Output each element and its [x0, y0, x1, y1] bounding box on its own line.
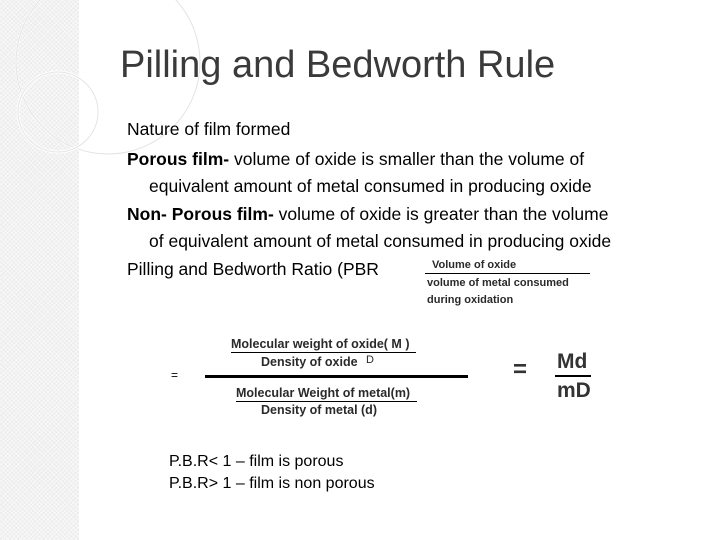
- porous-line1: volume of oxide is smaller than the volume of: [229, 149, 585, 169]
- ratio-denominator-line1: volume of metal consumed: [427, 277, 569, 289]
- non-porous-line1: volume of oxide is greater than the volume: [273, 204, 609, 224]
- intro-text: Nature of film formed: [127, 119, 291, 139]
- result-fraction-bar: [555, 375, 591, 377]
- ratio-fraction-bar: [425, 273, 590, 274]
- result-denominator: mD: [557, 379, 591, 402]
- right-equals: =: [513, 356, 528, 383]
- oxide-molecular-weight: Molecular weight of oxide( M ): [231, 337, 410, 351]
- left-equals: =: [171, 368, 179, 382]
- metal-fraction-bar: [236, 401, 417, 402]
- conclusion-porous: P.B.R< 1 – film is porous: [169, 453, 344, 470]
- pbr-label: Pilling and Bedworth Ratio (PBR: [127, 259, 379, 279]
- porous-definition: [127, 146, 584, 173]
- oxide-density-symbol: D: [366, 354, 374, 366]
- slide-title: Pilling and Bedworth Rule: [120, 44, 556, 86]
- metal-molecular-weight: Molecular Weight of metal(m): [236, 386, 411, 400]
- non-porous-line2: of equivalent amount of metal consumed in producing oxide: [149, 231, 612, 251]
- conclusion-non-porous: P.B.R> 1 – film is non porous: [169, 475, 375, 492]
- non-porous-definition: [127, 201, 608, 228]
- oxide-fraction-bar: [231, 352, 416, 353]
- oxide-density: Density of oxide: [261, 355, 358, 369]
- porous-term: Porous film-: [127, 149, 230, 169]
- porous-line2: equivalent amount of metal consumed in producing oxide: [149, 176, 592, 196]
- metal-density: Density of metal (d): [261, 403, 377, 417]
- non-porous-term: Non- Porous film-: [127, 204, 274, 224]
- main-fraction-bar: [205, 375, 468, 378]
- result-numerator: Md: [557, 350, 588, 373]
- ratio-denominator-line2: during oxidation: [427, 294, 514, 306]
- ratio-numerator: Volume of oxide: [432, 259, 517, 271]
